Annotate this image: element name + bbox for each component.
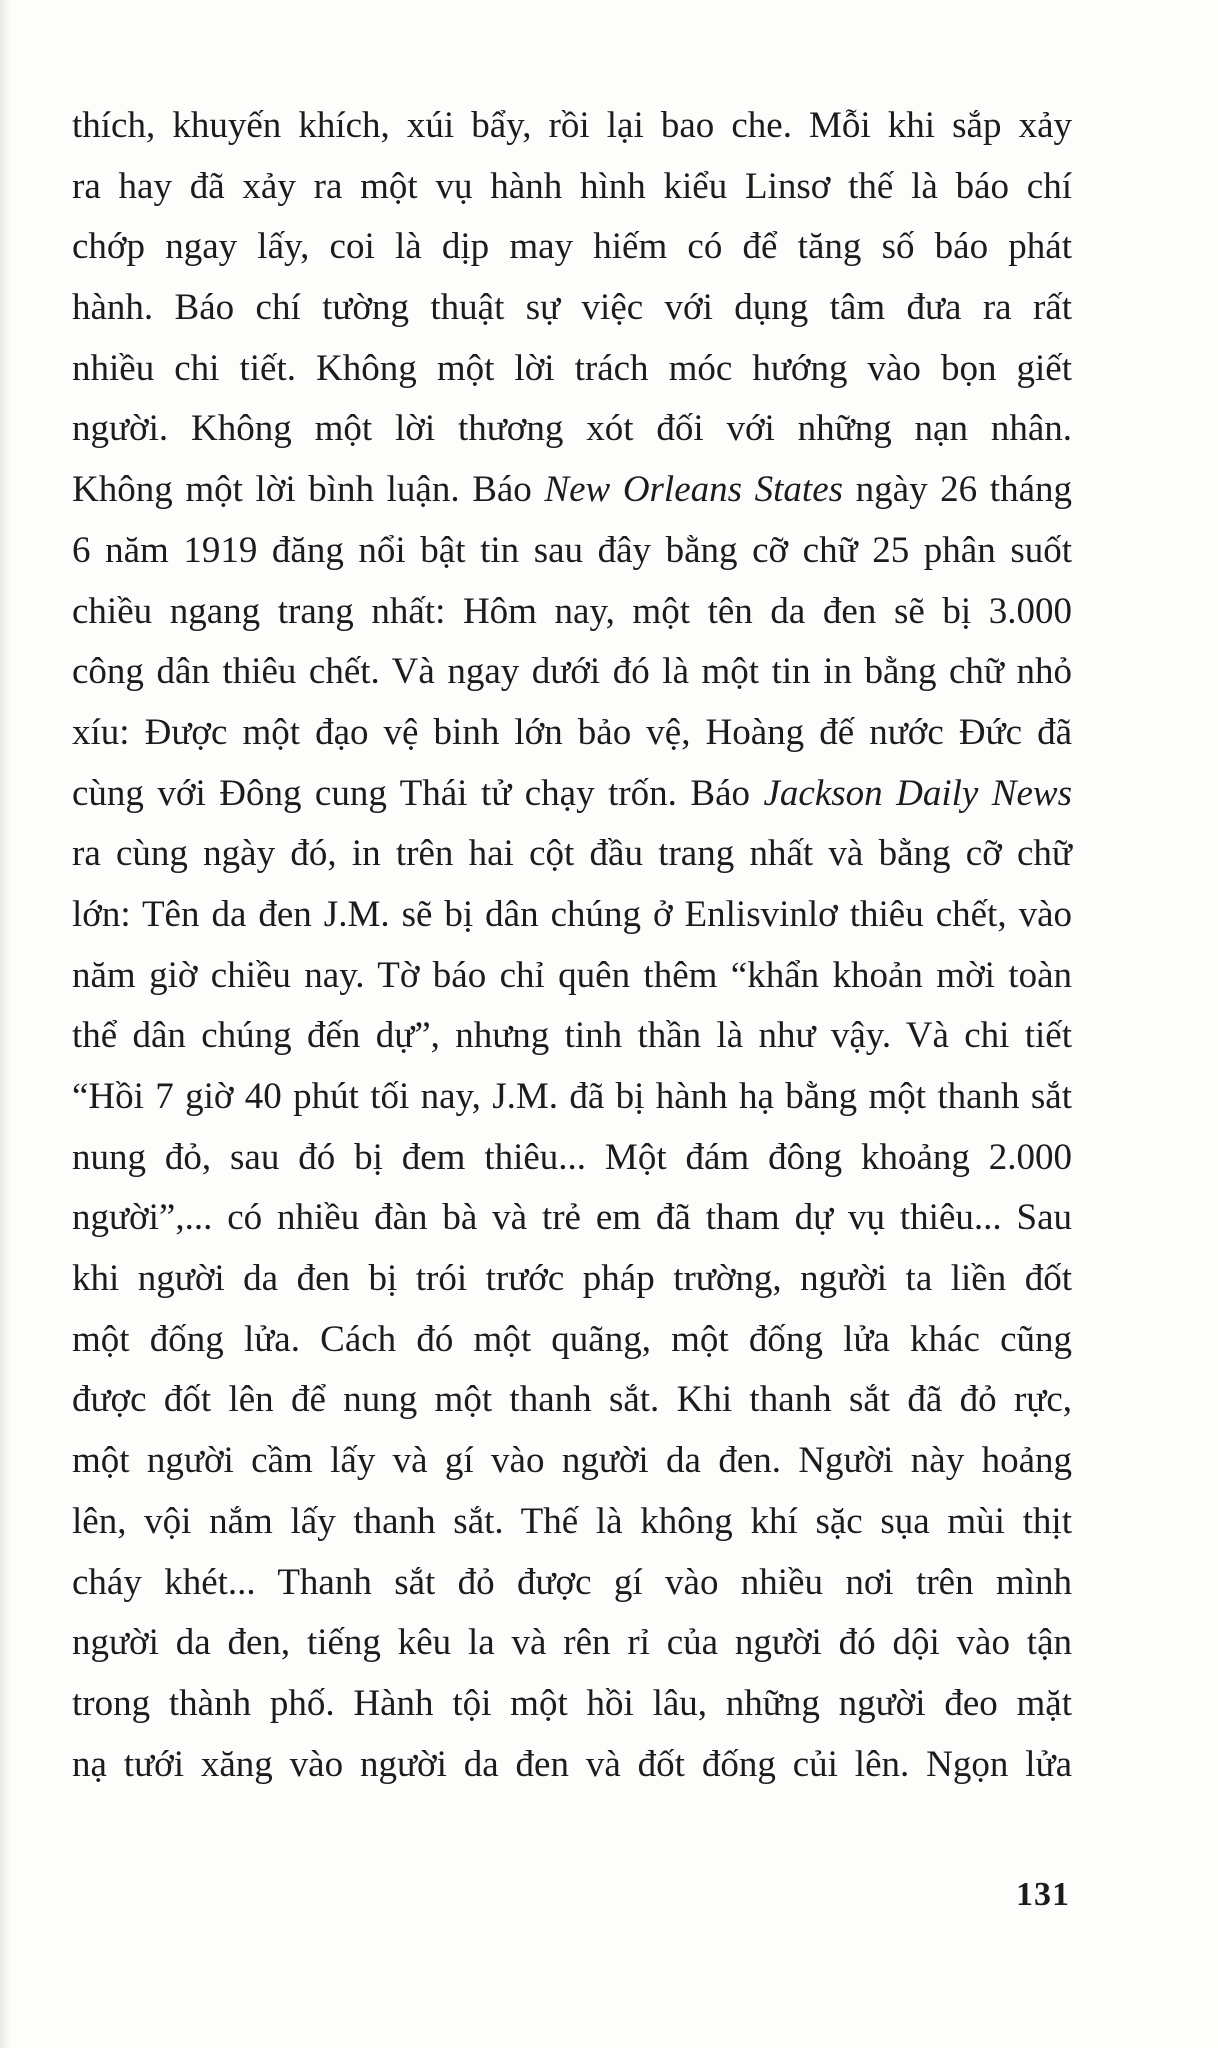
newspaper-title: Jackson Daily News [763, 772, 1072, 814]
page-spine-shadow [0, 0, 10, 2048]
text-line [72, 460, 1072, 521]
text-line: một đống lửa. Cách đó một quãng, một đống lửa khác cũng [72, 1318, 1072, 1360]
text-line: được đốt lên để nung một thanh sắt. Khi thanh sắt đã đỏ rực, [72, 1379, 1072, 1421]
text-line: chớp ngay lấy, coi là dịp may hiếm có để tăng số báo phát [72, 226, 1072, 268]
text-line: nạ tưới xăng vào người da đen và đốt đống củi lên. Ngọn lửa [72, 1743, 1072, 1785]
text-line: người”,... có nhiều đàn bà và trẻ em đã tham dự vụ thiêu... Sau [72, 1197, 1072, 1239]
text-run: ngày 26 tháng [843, 469, 1072, 511]
text-line: chiều ngang trang nhất: Hôm nay, một tên da đen sẽ bị 3.000 [72, 590, 1072, 632]
text-line: lên, vội nắm lấy thanh sắt. Thế là không khí sặc sụa mùi thịt [72, 1500, 1072, 1542]
text-line: hành. Báo chí tường thuật sự việc với dụng tâm đưa ra rất [72, 287, 1072, 329]
newspaper-title: New Orleans States [544, 469, 844, 511]
text-line: “Hồi 7 giờ 40 phút tối nay, J.M. đã bị hành hạ bằng một thanh sắt [72, 1076, 1072, 1117]
text-line: nhiều chi tiết. Không một lời trách móc hướng vào bọn giết [72, 347, 1072, 389]
text-line: thể dân chúng đến dự”, nhưng tinh thần là như vậy. Và chi tiết [72, 1015, 1072, 1057]
text-line: ra hay đã xảy ra một vụ hành hình kiểu Linsơ thế là báo chí [72, 165, 1072, 207]
text-line: ra cùng ngày đó, in trên hai cột đầu trang nhất và bằng cỡ chữ [72, 833, 1072, 875]
text-line [72, 764, 1072, 825]
text-run: cùng với Đông cung Thái tử chạy trốn. Báo [72, 772, 764, 814]
page-number: 131 [1016, 1876, 1070, 1913]
body-text [72, 96, 1072, 1795]
text-line: một người cầm lấy và gí vào người da đen. Người này hoảng [72, 1440, 1072, 1482]
text-line: công dân thiêu chết. Và ngay dưới đó là một tin in bằng chữ nhỏ [72, 651, 1072, 693]
text-line: 6 năm 1919 đăng nổi bật tin sau đây bằng cỡ chữ 25 phân suốt [72, 529, 1072, 571]
text-run: Không một lời bình luận. Báo [72, 469, 545, 511]
text-line: nung đỏ, sau đó bị đem thiêu... Một đám đông khoảng 2.000 [72, 1136, 1072, 1178]
text-line: trong thành phố. Hành tội một hồi lâu, những người đeo mặt [72, 1682, 1072, 1724]
text-line: cháy khét... Thanh sắt đỏ được gí vào nhiều nơi trên mình [72, 1561, 1072, 1603]
text-line: người. Không một lời thương xót đối với những nạn nhân. [72, 408, 1072, 450]
text-line: thích, khuyến khích, xúi bẩy, rồi lại bao che. Mỗi khi sắp xảy [72, 105, 1072, 146]
text-line: lớn: Tên da đen J.M. sẽ bị dân chúng ở Enlisvinlơ thiêu chết, vào [72, 893, 1072, 935]
text-line: xíu: Được một đạo vệ binh lớn bảo vệ, Hoàng đế nước Đức đã [72, 711, 1072, 753]
text-line: năm giờ chiều nay. Tờ báo chỉ quên thêm “khẩn khoản mời toàn [72, 954, 1072, 996]
text-line: người da đen, tiếng kêu la và rên rỉ của người đó dội vào tận [72, 1622, 1072, 1664]
text-line: khi người da đen bị trói trước pháp trường, người ta liền đốt [72, 1258, 1072, 1300]
